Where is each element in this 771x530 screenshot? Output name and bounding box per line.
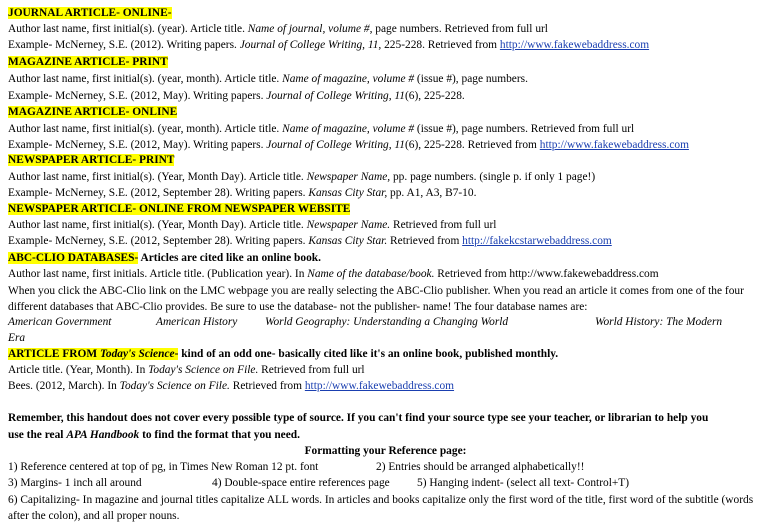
todays-science-example [8, 379, 767, 393]
formatting-title: Formatting your Reference page: [304, 445, 467, 457]
format-text: pp. page numbers. (single p. if only 1 page!) [390, 171, 596, 183]
format-italic: Newspaper Name, [306, 171, 391, 183]
database-name: World Geography: Understanding a Changing World [265, 316, 509, 328]
reminder-line-2 [8, 428, 767, 442]
example-text: Example- McNerney, S.E. (2012, September 28). Writing papers. [8, 235, 309, 247]
reminder-line-1: Remember, this handout does not cover every possible type of source. If you can't find your source type see your teacher, or librarian to help you [8, 412, 709, 424]
format-text: Retrieved from http://www.fakewebaddress.com [434, 268, 659, 280]
example-italic: Kansas City Star. [308, 235, 388, 247]
format-text: Article title. (Year, Month). In [8, 364, 149, 376]
example-link[interactable]: http://www.fakewebaddress.com [499, 39, 650, 51]
format-text: Author last name, first initial(s). (Year, Month Day). Article title. [8, 219, 307, 231]
formatting-rule: 2) Entries should be arranged alphabetically!! [376, 461, 585, 473]
newspaper-online-heading: NEWSPAPER ARTICLE- ONLINE FROM NEWSPAPER WEBSITE [8, 203, 351, 215]
reminder-text: to find the format that you need. [139, 429, 300, 441]
abc-clio-heading-line [8, 251, 767, 265]
newspaper-print-heading-line [8, 153, 767, 167]
newspaper-print-format [8, 170, 767, 184]
example-text: Bees. (2012, March). In [8, 380, 120, 392]
example-italic: Journal of College Writing, 11, [239, 39, 382, 51]
journal-online-heading-line [8, 6, 767, 20]
database-name: American Government [8, 316, 112, 328]
example-text: Example- McNerney, S.E. (2012). Writing papers. [8, 39, 240, 51]
magazine-print-format [8, 72, 767, 86]
example-text: Retrieved from [387, 235, 463, 247]
reminder-italic: APA Handbook [66, 429, 140, 441]
format-text: (issue #), page numbers. Retrieved from full url [414, 123, 635, 135]
example-italic: Today's Science on File. [119, 380, 230, 392]
format-text: (issue #), page numbers. [414, 73, 528, 85]
journal-online-format [8, 22, 767, 36]
formatting-rule-capitalizing: 6) Capitalizing- In magazine and journal titles capitalize ALL words. In articles and books capitalize only the first word of the title, first word of the subtitle (words after the colon), and all proper nouns. [8, 494, 754, 522]
formatting-rule: 4) Double-space entire references page [212, 477, 390, 489]
example-italic: Journal of College Writing, 11 [266, 139, 405, 151]
todays-science-heading-note: kind of an odd one- basically cited like it's an online book, published monthly. [178, 348, 559, 360]
database-name: World History: The Modern [595, 316, 723, 328]
format-text: Retrieved from full url [258, 364, 365, 376]
newspaper-online-format [8, 218, 767, 232]
magazine-online-format [8, 122, 767, 136]
example-text: (6), 225-228. [404, 90, 465, 102]
todays-science-heading [8, 348, 178, 360]
todays-science-format [8, 363, 767, 377]
example-text: Example- McNerney, S.E. (2012, September 28). Writing papers. [8, 187, 309, 199]
format-text: Author last name, first initial(s). (year). Article title. [8, 23, 248, 35]
format-italic: Name of magazine, volume # [282, 73, 415, 85]
example-link[interactable]: http://fakekcstarwebaddress.com [462, 235, 612, 247]
magazine-online-heading: MAGAZINE ARTICLE- ONLINE [8, 106, 178, 118]
example-text: (6), 225-228. Retrieved from [404, 139, 540, 151]
newspaper-print-heading: NEWSPAPER ARTICLE- PRINT [8, 154, 175, 166]
magazine-print-heading-line [8, 55, 767, 69]
format-text: Author last name, first initial(s). (Year, Month Day). Article title. [8, 171, 307, 183]
format-italic: Name of journal, volume #, [247, 23, 373, 35]
format-italic: Today's Science on File. [148, 364, 259, 376]
format-italic: Name of the database/book. [307, 268, 435, 280]
format-text: page numbers. Retrieved from full url [372, 23, 548, 35]
abc-clio-heading-note: Articles are cited like an online book. [138, 252, 321, 264]
example-text: Example- McNerney, S.E. (2012, May). Writing papers. [8, 90, 267, 102]
format-text: Retrieved from full url [390, 219, 497, 231]
example-text: Retrieved from [229, 380, 305, 392]
magazine-online-example [8, 138, 767, 152]
reminder-text: use the real [8, 429, 67, 441]
formatting-rule: 5) Hanging indent- (select all text- Control+T) [417, 477, 630, 489]
heading-italic: Today's Science [100, 348, 175, 360]
example-link[interactable]: http://www.fakewebaddress.com [304, 380, 455, 392]
format-text: Author last name, first initial(s). (year, month). Article title. [8, 123, 283, 135]
format-italic: Name of magazine, volume # [282, 123, 415, 135]
format-text: Author last name, first initial(s). (year, month). Article title. [8, 73, 283, 85]
example-link[interactable]: http://www.fakewebaddress.com [539, 139, 689, 151]
journal-online-heading: JOURNAL ARTICLE- ONLINE- [8, 7, 172, 19]
example-text: pp. A1, A3, B7-10. [387, 187, 477, 199]
newspaper-online-heading-line [8, 202, 767, 216]
magazine-print-example [8, 89, 767, 103]
heading-text: ARTICLE FROM [8, 348, 100, 360]
abc-clio-heading: ABC-CLIO DATABASES- [8, 252, 139, 264]
example-italic: Journal of College Writing, 11 [266, 90, 405, 102]
abc-clio-format [8, 267, 767, 281]
newspaper-print-example [8, 186, 767, 200]
todays-science-heading-line [8, 347, 767, 361]
abc-clio-note: When you click the ABC-Clio link on the LMC webpage you are really selecting the ABC-Clio publisher. When you read an article it comes from one of the four different databases that ABC-Clio provides. Be sure to use the database- not the publisher- name! The four database names are: [8, 285, 744, 313]
heading-text: - [174, 348, 179, 360]
formatting-rule: 3) Margins- 1 inch all around [8, 477, 142, 489]
format-text: Author last name, first initials. Article title. (Publication year). In [8, 268, 308, 280]
newspaper-online-example [8, 234, 767, 248]
magazine-print-heading: MAGAZINE ARTICLE- PRINT [8, 56, 168, 68]
database-name: American History [156, 316, 238, 328]
magazine-online-heading-line [8, 105, 767, 119]
journal-online-example [8, 38, 767, 52]
example-text: 225-228. Retrieved from [381, 39, 500, 51]
example-italic: Kansas City Star, [308, 187, 388, 199]
formatting-rule: 1) Reference centered at top of pg, in Times New Roman 12 pt. font [8, 461, 319, 473]
format-italic: Newspaper Name. [306, 219, 391, 231]
database-name-continued: Era [8, 332, 26, 344]
example-text: Example- McNerney, S.E. (2012, May). Writing papers. [8, 139, 267, 151]
